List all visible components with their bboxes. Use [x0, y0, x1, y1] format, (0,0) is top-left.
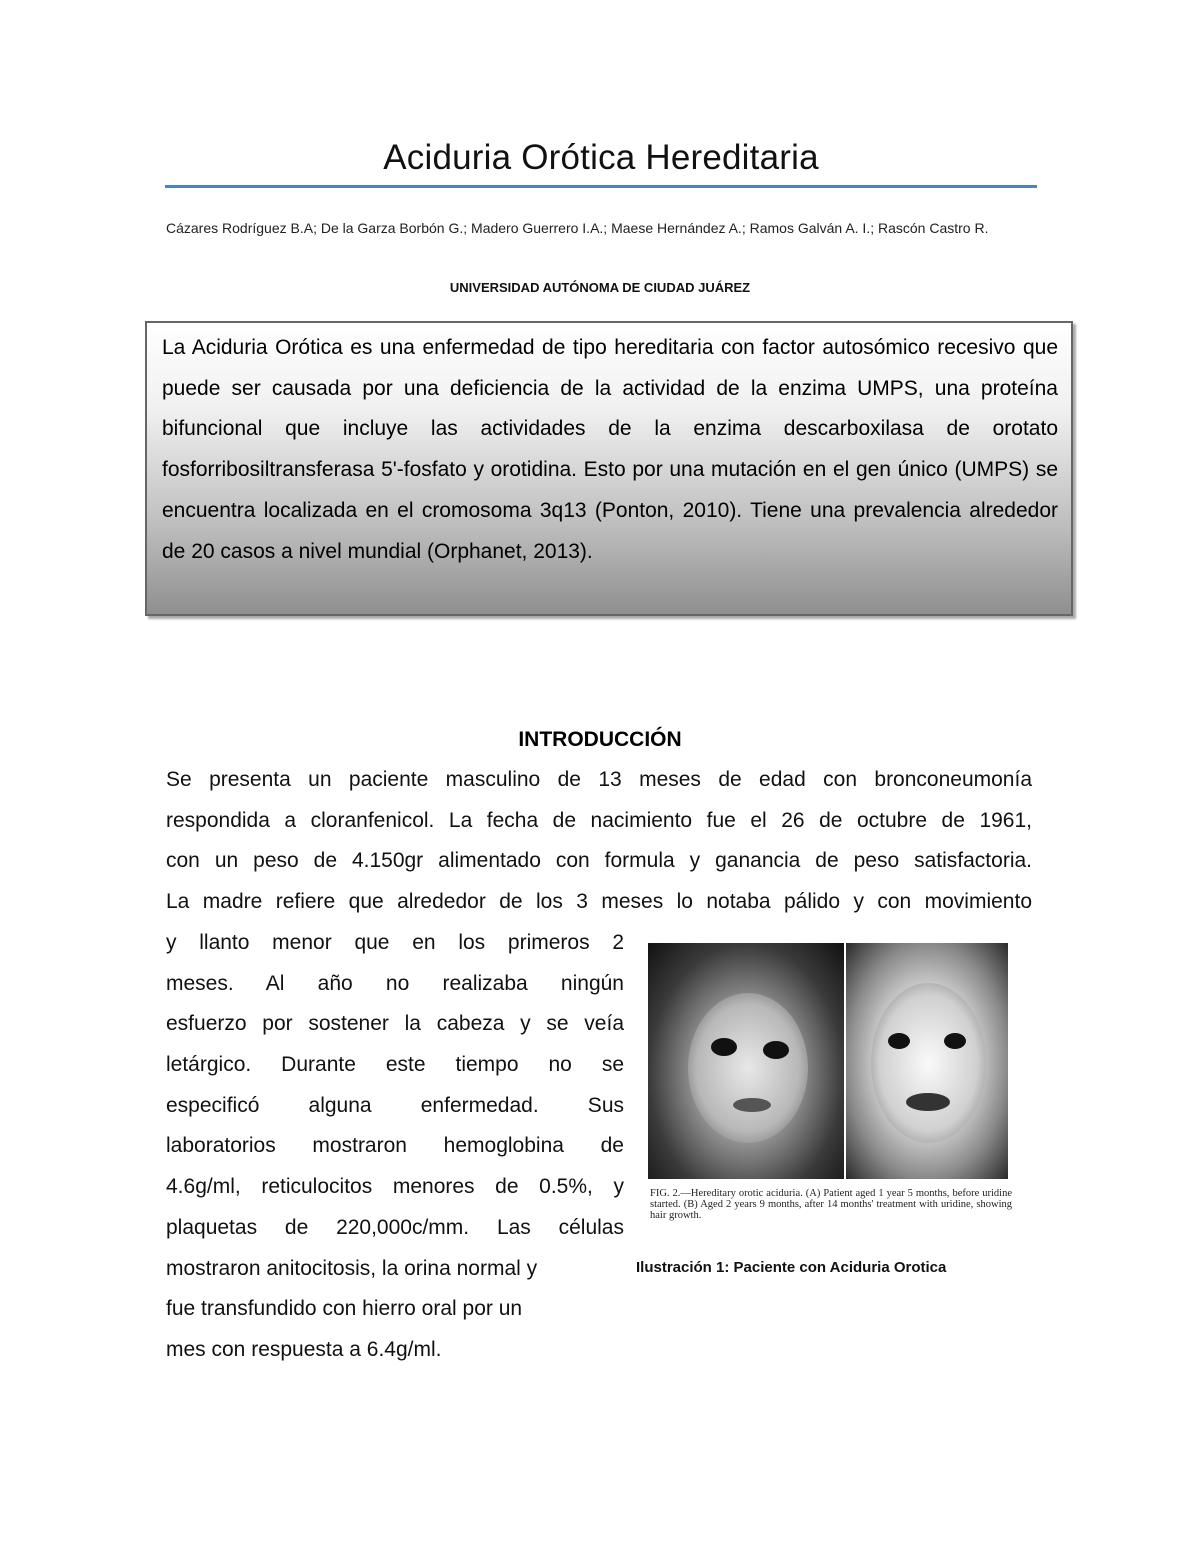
intro-line: fue transfundido con hierro oral por un: [166, 1297, 523, 1321]
intro-paragraph-wrapped: [166, 923, 624, 1371]
intro-line: respondida a cloranfenicol. La fecha de nacimiento fue el 26 de octubre de 1961,: [166, 808, 1032, 832]
intro-line: mostraron anitocitosis, la orina normal y: [166, 1256, 538, 1280]
author-list: Cázares Rodríguez B.A; De la Garza Borbón G.; Madero Guerrero I.A.; Maese Hernández A.; Ramos Galván A. I.; Rascón Castro R.: [166, 220, 989, 236]
intro-line: letárgico. Durante este tiempo no se: [166, 1053, 624, 1077]
illustration-caption: Ilustración 1: Paciente con Aciduria Orotica: [636, 1259, 947, 1276]
intro-line: con un peso de 4.150gr alimentado con formula y ganancia de peso satisfactoria.: [166, 849, 1032, 873]
intro-line: especificó alguna enfermedad. Sus: [166, 1093, 624, 1117]
figure-source-caption: FIG. 2.—Hereditary orotic aciduria. (A) Patient aged 1 year 5 months, before uridine started. (B) Aged 2 years 9 months, after 14 months' treatment with uridine, showing hair growth.: [650, 1188, 1012, 1221]
title-underline: [165, 185, 1037, 188]
intro-line: esfuerzo por sostener la cabeza y se veía: [166, 1012, 624, 1036]
intro-line: meses. Al año no realizaba ningún: [166, 971, 624, 995]
intro-line: y llanto menor que en los primeros 2: [166, 931, 624, 954]
patient-photo-before-treatment: [648, 943, 844, 1179]
abstract-box: [145, 321, 1073, 616]
intro-line: laboratorios mostraron hemoglobina de: [166, 1134, 624, 1158]
intro-paragraph-full-width: [166, 760, 1032, 923]
intro-line: La madre refiere que alrededor de los 3 meses lo notaba pálido y con movimiento: [166, 890, 1032, 914]
intro-line: Se presenta un paciente masculino de 13 meses de edad con bronconeumonía: [166, 768, 1032, 791]
patient-photo-after-treatment: [846, 943, 1008, 1179]
document-title: Aciduria Orótica Hereditaria: [383, 138, 819, 177]
university-name: UNIVERSIDAD AUTÓNOMA DE CIUDAD JUÁREZ: [449, 280, 751, 295]
abstract-text: La Aciduria Orótica es una enfermedad de tipo hereditaria con factor autosómico recesivo que puede ser causada por una deficiencia de la actividad de la enzima UMPS, una proteína bifuncional que incluye las actividades de la enzima descarboxilasa de orotato fosforribosiltransferasa 5'-fosfato y orotidina. Esto por una mutación en el gen único (UMPS) se encuentra localizada en el cromosoma 3q13 (Ponton, 2010). Tiene una prevalencia alrededor de 20 casos a nivel mundial (Orphanet, 2013).: [162, 336, 1058, 563]
intro-line: mes con respuesta a 6.4g/ml.: [166, 1337, 442, 1361]
intro-line: 4.6g/ml, reticulocitos menores de 0.5%, y: [166, 1175, 624, 1199]
patient-photo-figure: [648, 943, 1010, 1178]
section-heading-introduccion: INTRODUCCIÓN: [518, 728, 682, 751]
intro-line: plaquetas de 220,000c/mm. Las células: [166, 1215, 624, 1239]
